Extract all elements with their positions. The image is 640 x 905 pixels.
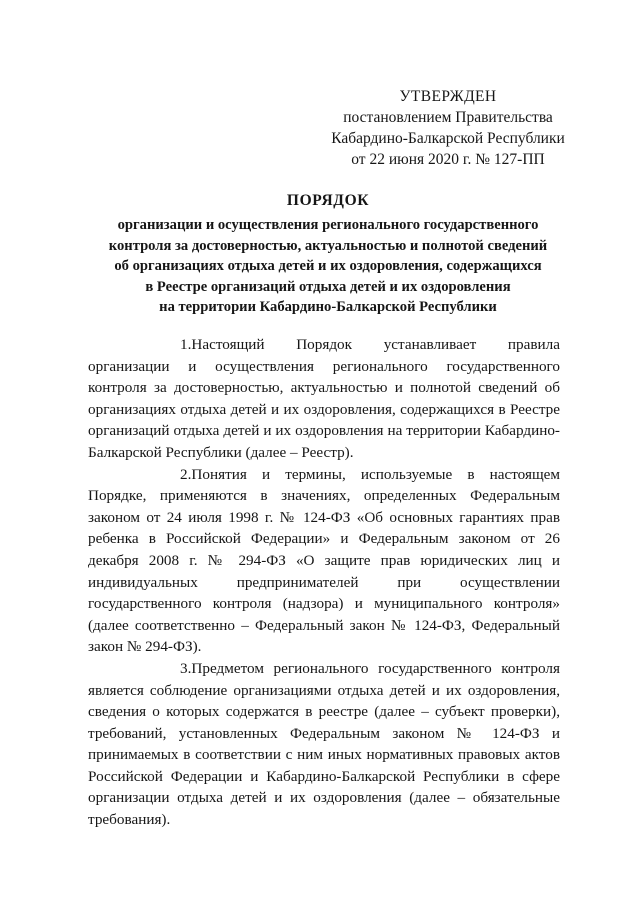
paragraph-number: 3. bbox=[180, 659, 192, 677]
paragraph-text: Настоящий Порядок устанавливает правила организации и осуществления регионального государственного контроля за достоверностью, актуальностью и полнотой сведений об организациях отдыха детей и их оздоровления, содержащихся в Реестре организаций отдыха детей и их оздоровления на территории Кабардино-Балкарской Республики (далее – Реестр). bbox=[88, 336, 560, 461]
document-title: ПОРЯДОК bbox=[286, 192, 370, 209]
paragraph-3 bbox=[88, 658, 560, 831]
heading-line-5: на территории Кабардино-Балкарской Республики bbox=[159, 299, 497, 315]
paragraph-text: Предметом регионального государственного контроля является соблюдение организациями отдыха детей и их оздоровления, сведения о которых содержатся в реестре (далее – субъект проверки), требований, установленных Федеральным законом № 124-ФЗ и принимаемых в соответствии с ним иных нормативных правовых актов Российской Федерации и Кабардино-Балкарской Республики в сфере организации отдыха детей и их оздоровления (далее – обязательные требования). bbox=[88, 659, 560, 829]
heading-line-1: организации и осуществления регионального государственного bbox=[117, 217, 539, 233]
paragraph-2 bbox=[88, 464, 560, 658]
approval-status: УТВЕРЖДЕН bbox=[399, 88, 497, 105]
document-body bbox=[88, 334, 560, 831]
paragraph-number: 2. bbox=[180, 465, 192, 483]
paragraph-number: 1. bbox=[180, 336, 192, 353]
approval-date-number: от 22 июня 2020 г. № 127-ПП bbox=[351, 151, 545, 168]
heading-line-2: контроля за достоверностью, актуальностью и полнотой сведений bbox=[108, 237, 548, 254]
approval-authority: постановлением Правительства bbox=[343, 109, 553, 126]
document-heading bbox=[88, 190, 568, 318]
paragraph-text: Понятия и термины, используемые в настоящем Порядке, применяются в значениях, определенных Федеральным законом от 24 июля 1998 г. № 124-ФЗ «Об основных гарантиях прав ребенка в Российской Федерации» и Федеральным законом от 26 декабря 2008 г. № 294-ФЗ «О защите прав юридических лиц и индивидуальных предпринимателей при осуществлении государственного контроля (надзора) и муниципального контроля» (далее соответственно – Федеральный закон № 124-ФЗ, Федеральный закон № 294-ФЗ). bbox=[88, 465, 560, 656]
paragraph-1 bbox=[88, 334, 560, 464]
heading-line-4: в Реестре организаций отдыха детей и их оздоровления bbox=[145, 278, 511, 295]
approval-republic: Кабардино-Балкарской Республики bbox=[331, 130, 565, 147]
heading-line-3: об организациях отдыха детей и их оздоровления, содержащихся bbox=[114, 258, 542, 274]
approval-block bbox=[300, 86, 596, 170]
